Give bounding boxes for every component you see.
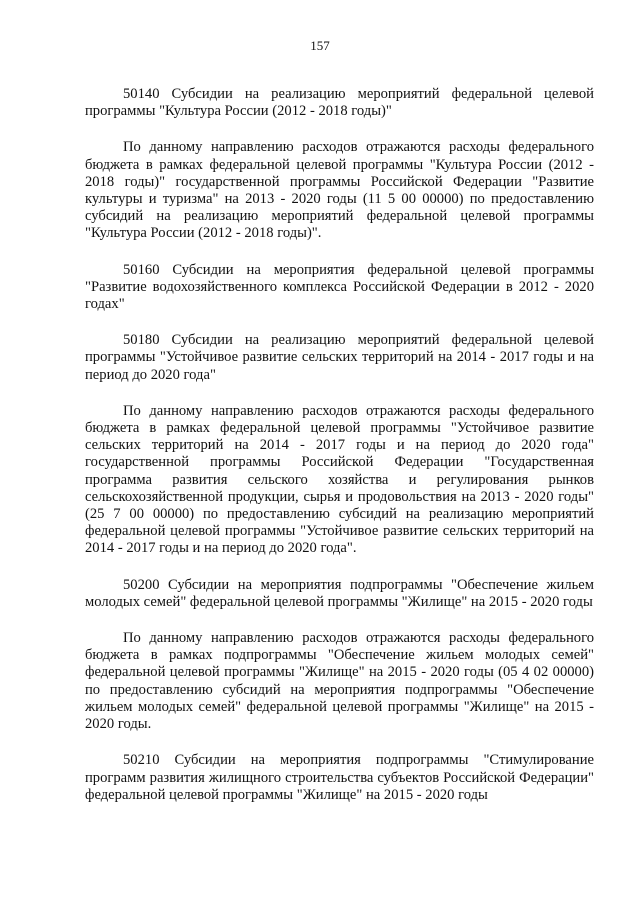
paragraph-50160-heading: 50160 Субсидии на мероприятия федеральной целевой программы "Развитие водохозяйственного комплекса Российской Федерации в 2012 - 2020 годах" [85, 261, 594, 313]
paragraph-50180-description: По данному направлению расходов отражаются расходы федерального бюджета в рамках федеральной целевой программы "Устойчивое развитие сельских территорий на 2014 - 2017 годы и на период до 2020 года" государственной программы Российской Федерации "Государственная программа развития сельского хозяйства и регулирования рынков сельскохозяйственной продукции, сырья и продовольствия на 2013 - 2020 годы" (25 7 00 00000) по предоставлению субсидий на реализацию мероприятий федеральной целевой программы "Устойчивое развитие сельских территорий на 2014 - 2017 годы и на период до 2020 года". [85, 402, 594, 557]
paragraph-50180-heading: 50180 Субсидии на реализацию мероприятий федеральной целевой программы "Устойчивое развитие сельских территорий на 2014 - 2017 годы и на период до 2020 года" [85, 332, 594, 383]
paragraph-50200-heading: 50200 Субсидии на мероприятия подпрограммы "Обеспечение жильем молодых семей" федеральной целевой программы "Жилище" на 2015 - 2020 годы [85, 576, 594, 610]
paragraph-50200-description: По данному направлению расходов отражаются расходы федерального бюджета в рамках подпрограммы "Обеспечение жильем молодых семей" федеральной целевой программы "Жилище" на 2015 - 2020 годы (05 4 02 00000) по предоставлению субсидий на мероприятия подпрограммы "Обеспечение жильем молодых семей" федеральной целевой программы "Жилище" на 2015 - 2020 годы. [85, 630, 594, 733]
document-body [85, 86, 594, 823]
paragraph-50210-heading: 50210 Субсидии на мероприятия подпрограммы "Стимулирование программ развития жилищного строительства субъектов Российской Федерации" федеральной целевой программы "Жилище" на 2015 - 2020 годы [85, 752, 594, 803]
page-number: 157 [310, 38, 330, 53]
paragraph-50140-heading: 50140 Субсидии на реализацию мероприятий федеральной целевой программы "Культура России (2012 - 2018 годы)" [85, 86, 594, 120]
paragraph-50140-description: По данному направлению расходов отражаются расходы федерального бюджета в рамках федеральной целевой программы "Культура России (2012 - 2018 годы)" государственной программы Российской Федерации "Развитие культуры и туризма" на 2013 - 2020 годы (11 5 00 00000) по предоставлению субсидий на реализацию мероприятий федеральной целевой программы "Культура России (2012 - 2018 годы)". [85, 139, 594, 242]
